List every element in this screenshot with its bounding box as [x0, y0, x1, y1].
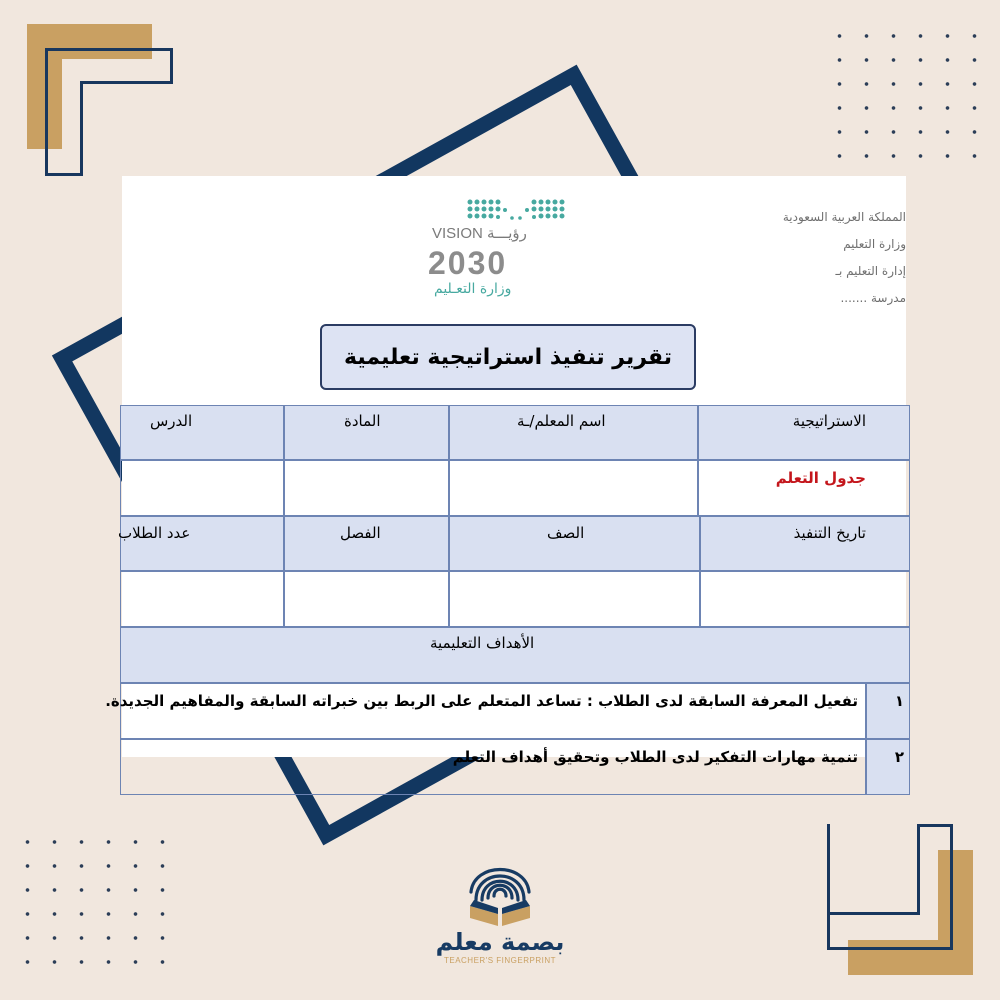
label-date: تاريخ التنفيذ — [793, 524, 866, 542]
corner-line-j — [917, 824, 920, 914]
label-teacher: اسم المعلم/ـة — [517, 412, 606, 430]
header-line: وزارة التعليم — [843, 237, 906, 251]
vision-2030-logo — [422, 196, 592, 296]
goals-header: الأهداف التعليمية — [430, 634, 535, 652]
vision-year: 2030 — [428, 245, 508, 281]
label-students: عدد الطلاب — [118, 524, 191, 542]
label-lesson: الدرس — [150, 412, 193, 430]
label-subject: المادة — [344, 412, 381, 430]
value-cell-lesson[interactable] — [120, 460, 284, 516]
corner-line-c — [80, 81, 173, 84]
label-grade: الصف — [547, 524, 585, 542]
corner-line-k — [827, 912, 920, 915]
value-cell-section[interactable] — [284, 571, 449, 627]
vision-dots-icon — [422, 196, 592, 296]
corner-line-i — [917, 824, 953, 827]
corner-line-e — [45, 173, 83, 176]
corner-line-g — [827, 947, 953, 950]
header-line: المملكة العربية السعودية — [782, 210, 906, 224]
label-section: الفصل — [340, 524, 381, 542]
document-title: تقرير تنفيذ استراتيجية تعليمية — [320, 324, 696, 390]
header-line: إدارة التعليم بـ — [835, 264, 906, 278]
goal-number: ١ — [894, 692, 904, 710]
corner-line-a — [45, 48, 173, 51]
document-sheet — [105, 176, 906, 766]
goal-text: تفعيل المعرفة السابقة لدى الطلاب : تساعد المتعلم على الربط بين خبراته السابقة والمفاهيم الجديدة. — [105, 692, 858, 710]
brand-logo — [425, 840, 575, 980]
document-header — [782, 204, 906, 312]
value-cell-grade[interactable] — [449, 571, 700, 627]
header-cell-lesson — [120, 405, 284, 460]
strategy-value: جدول التعلم — [775, 469, 866, 487]
brand-name-english: TEACHER'S FINGERPRINT — [443, 956, 557, 965]
corner-line-f — [827, 824, 830, 950]
value-cell-date[interactable] — [700, 571, 910, 627]
dot-grid-bottom-left — [14, 830, 174, 980]
corner-line-h — [950, 824, 953, 950]
goal-text: تنمية مهارات التفكير لدى الطلاب وتحقيق أهداف التعلم — [452, 748, 858, 766]
label-strategy: الاستراتيجية — [792, 412, 866, 430]
fingerprint-book-icon — [460, 848, 540, 928]
corner-line-b — [170, 48, 173, 84]
corner-decoration-bottom-right-cutout — [848, 850, 938, 940]
ministry-text: وزارة التعـليم — [434, 281, 512, 297]
header-line: مدرسة ....... — [840, 291, 906, 305]
value-cell-subject[interactable] — [284, 460, 449, 516]
corner-line-d — [80, 81, 83, 176]
vision-text: VISION رؤيـــة — [432, 225, 527, 242]
goal-number: ٢ — [894, 748, 904, 766]
corner-decoration-top-left-outline — [45, 48, 173, 176]
brand-name-arabic: بصمة معلم — [435, 928, 565, 956]
value-cell-students[interactable] — [120, 571, 284, 627]
dot-grid-top-right — [826, 24, 986, 174]
value-cell-teacher[interactable] — [449, 460, 698, 516]
